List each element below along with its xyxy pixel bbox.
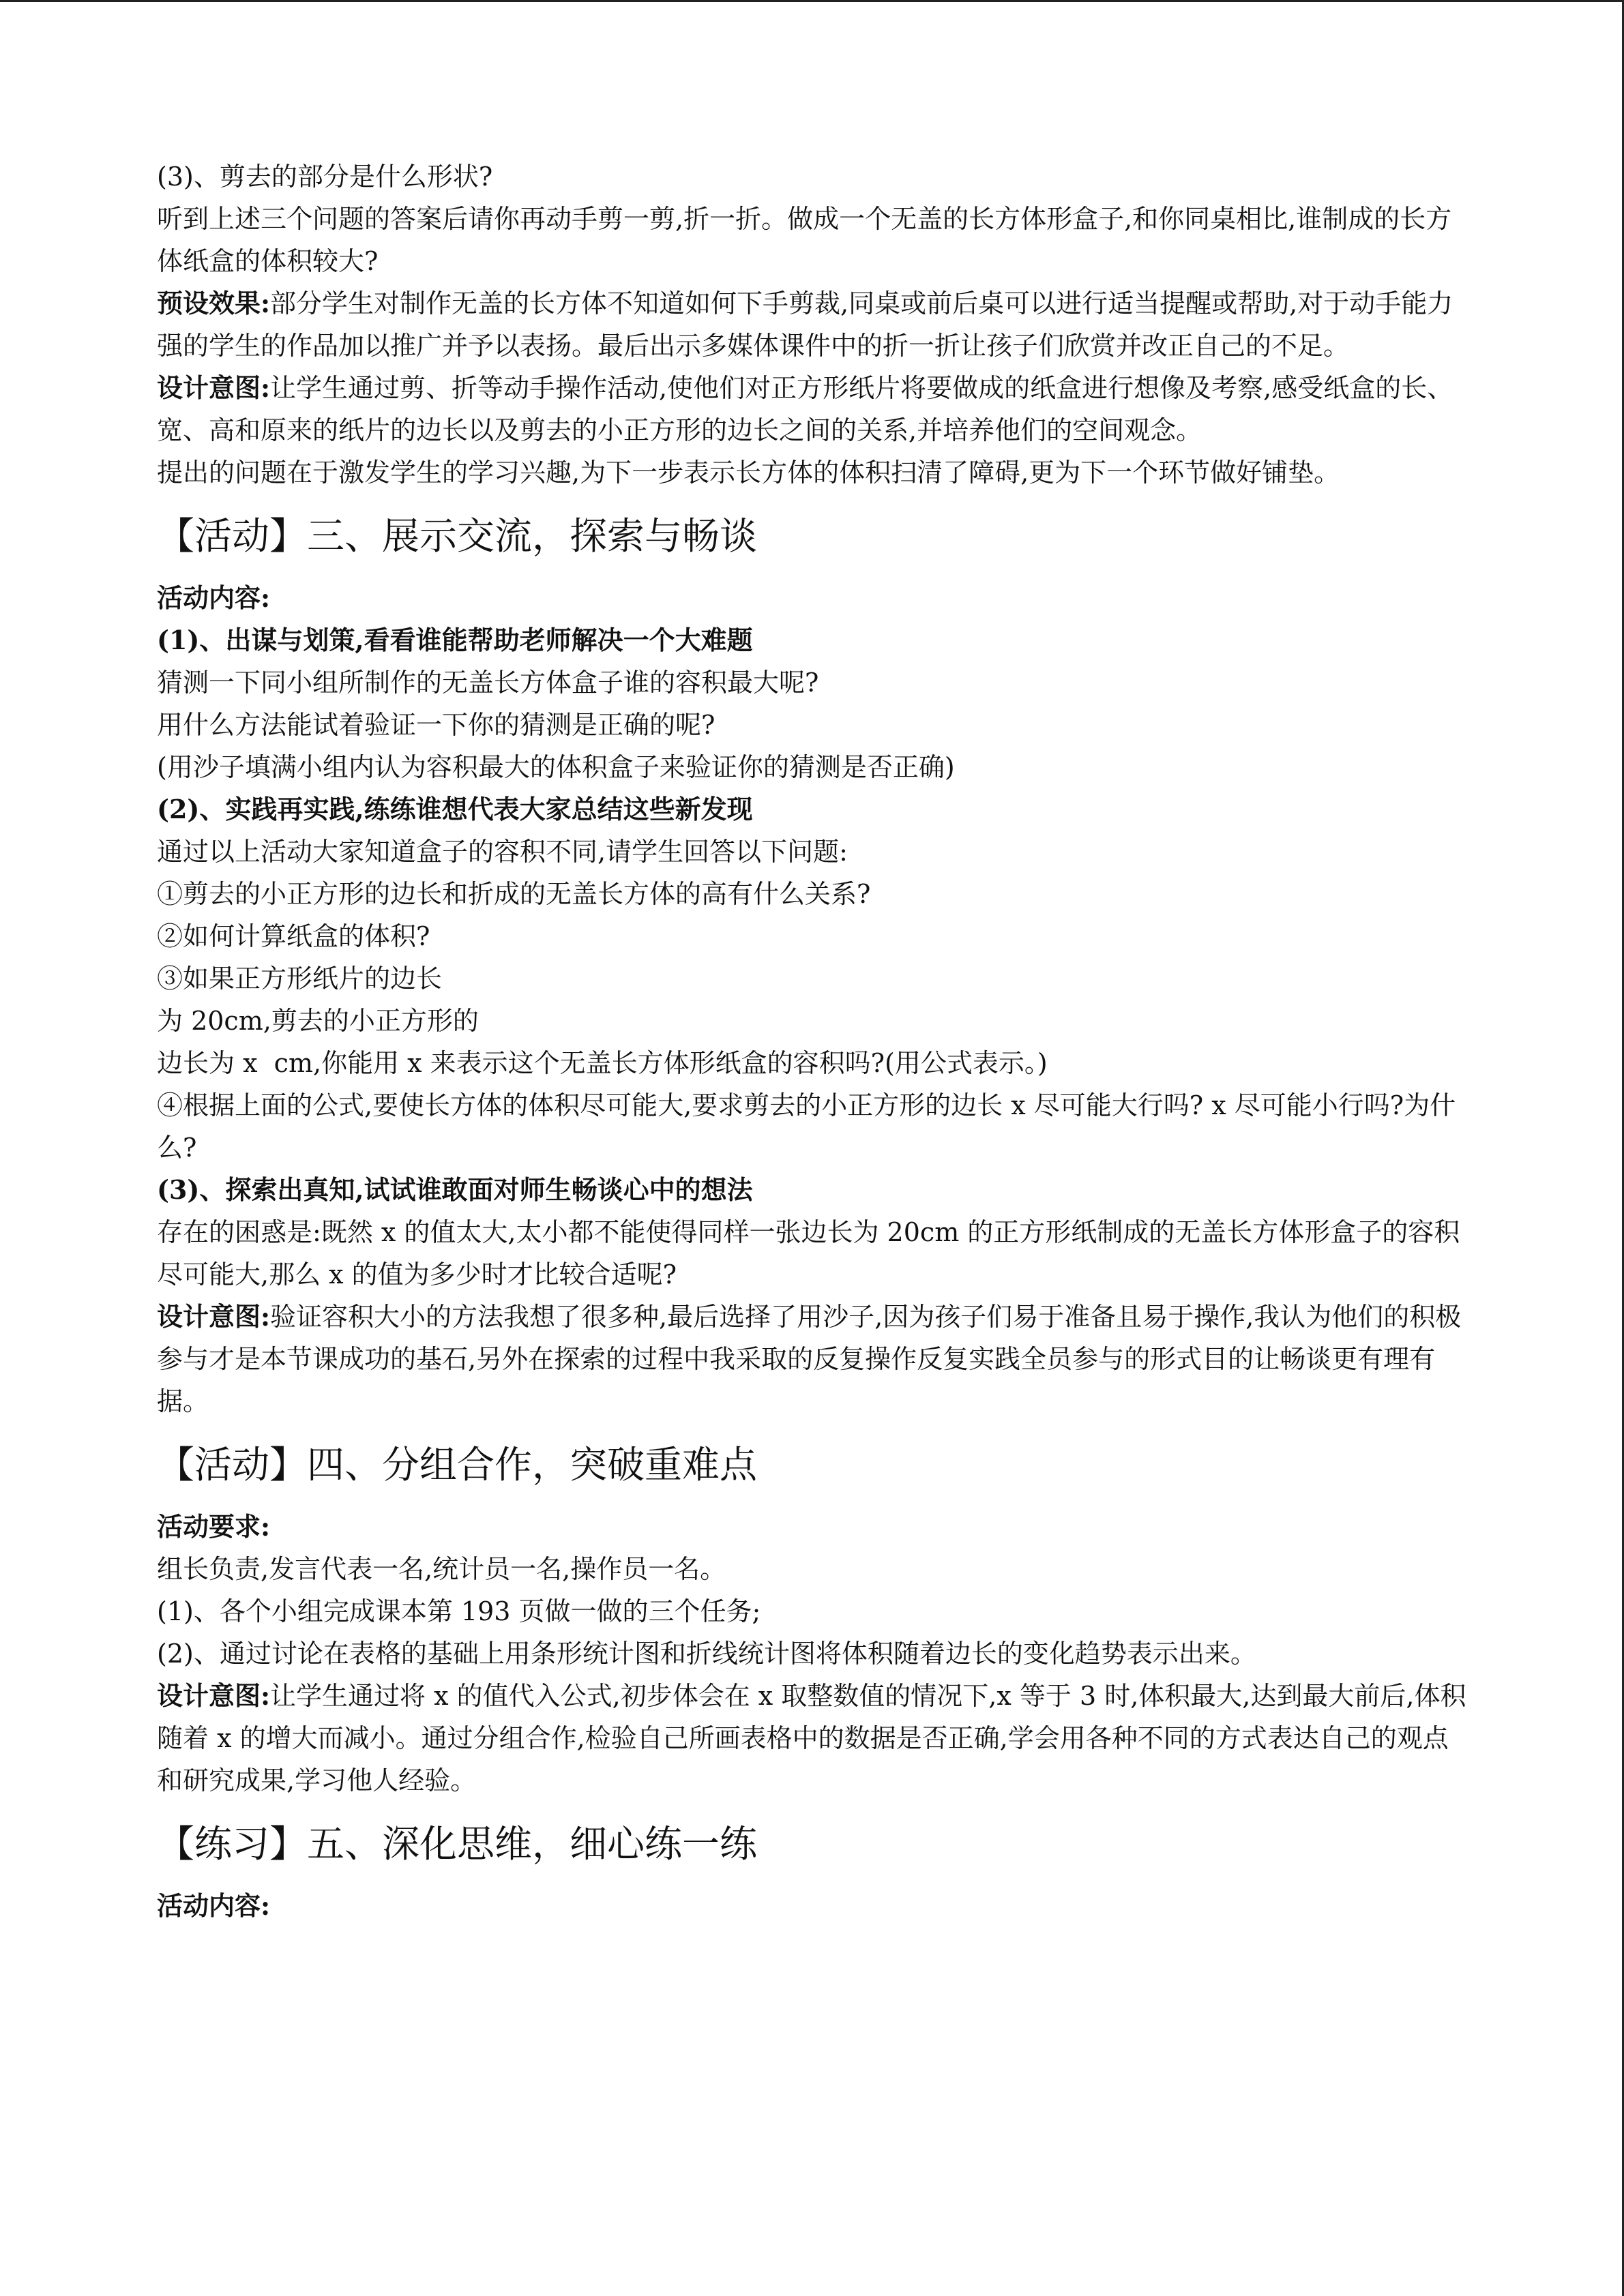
- activity-3-subheading-1: (1)、出谋与划策,看看谁能帮助老师解决一个大难题: [157, 625, 753, 655]
- design-intent-paragraph-2: 提出的问题在于激发学生的学习兴趣,为下一步表示长方体的体积扫清了障碍,更为下一个环节做好铺垫。: [157, 458, 1340, 488]
- preset-effect-label: 预设效果:: [157, 288, 271, 318]
- activity-3-line-9: 边长为 x cm,你能用 x 来表示这个无盖长方体形纸盒的容积吗?(用公式表示。): [157, 1048, 1048, 1078]
- activity-4-line-2: (1)、各个小组完成课本第 193 页做一做的三个任务;: [157, 1596, 761, 1626]
- activity-3-line-1: 猜测一下同小组所制作的无盖长方体盒子谁的容积最大呢?: [157, 668, 819, 698]
- page-top-border: [0, 0, 1624, 2]
- practice-5-heading: 【练习】五、深化思维，细心练一练: [157, 1822, 758, 1866]
- question-3: (3)、剪去的部分是什么形状?: [157, 162, 493, 192]
- activity-3-line-6: ②如何计算纸盒的体积?: [157, 921, 430, 951]
- activity-3-line-5: ①剪去的小正方形的边长和折成的无盖长方体的高有什么关系?: [157, 879, 871, 909]
- activity-3-line-8: 为 20cm,剪去的小正方形的: [157, 1006, 479, 1036]
- activity-3-design-label: 设计意图:: [157, 1301, 271, 1332]
- preset-effect-paragraph: [157, 282, 1466, 367]
- activity-3-line-11: 存在的困惑是:既然 x 的值太大,太小都不能使得同样一张边长为 20cm 的正方形纸制成的无盖长方体形盒子的容积尽可能大,那么 x 的值为多少时才比较合适呢?: [157, 1217, 1460, 1289]
- activity-3-line-3: (用沙子填满小组内认为容积最大的体积盒子来验证你的猜测是否正确): [157, 752, 955, 782]
- activity-4-line-1: 组长负责,发言代表一名,统计员一名,操作员一名。: [157, 1554, 726, 1584]
- activity-3-subheading-3: (3)、探索出真知,试试谁敢面对师生畅谈心中的想法: [157, 1174, 753, 1205]
- activity-3-heading: 【活动】三、展示交流，探索与畅谈: [157, 514, 758, 558]
- activity-4-design-label: 设计意图:: [157, 1680, 271, 1711]
- design-intent-label: 设计意图:: [157, 372, 271, 403]
- activity-3-line-2: 用什么方法能试着验证一下你的猜测是正确的呢?: [157, 710, 715, 740]
- activity-4-design-paragraph: [157, 1675, 1466, 1802]
- activity-4-requirements-label: 活动要求:: [157, 1511, 271, 1542]
- activity-3-content-label: 活动内容:: [157, 582, 271, 613]
- activity-3-design-paragraph: [157, 1296, 1466, 1422]
- activity-3-subheading-2: (2)、实践再实践,练练谁想代表大家总结这些新发现: [157, 794, 753, 824]
- activity-4-design-text: 让学生通过将 x 的值代入公式,初步体会在 x 取整数值的情况下,x 等于 3 时,体积最大,达到最大前后,体积随着 x 的增大而减小。通过分组合作,检验自己所画表格中的数据是否正确,学会用各种不同的方式表达自己的观点和研究成果,学习他人经验。: [157, 1681, 1466, 1795]
- practice-5-content-label: 活动内容:: [157, 1890, 271, 1921]
- activity-3-line-10: ④根据上面的公式,要使长方体的体积尽可能大,要求剪去的小正方形的边长 x 尽可能大行吗? x 尽可能小行吗?为什么?: [157, 1090, 1456, 1163]
- design-intent-paragraph-1: [157, 367, 1466, 451]
- activity-3-line-4: 通过以上活动大家知道盒子的容积不同,请学生回答以下问题:: [157, 837, 848, 867]
- design-intent-text: 让学生通过剪、折等动手操作活动,使他们对正方形纸片将要做成的纸盒进行想像及考察,感受纸盒的长、宽、高和原来的纸片的边长以及剪去的小正方形的边长之间的关系,并培养他们的空间观念。: [157, 373, 1453, 445]
- activity-3-design-text: 验证容积大小的方法我想了很多种,最后选择了用沙子,因为孩子们易于准备且易于操作,我认为他们的积极参与才是本节课成功的基石,另外在探索的过程中我采取的反复操作反复实践全员参与的形式目的让畅谈更有理有据。: [157, 1302, 1462, 1416]
- activity-4-line-3: (2)、通过讨论在表格的基础上用条形统计图和折线统计图将体积随着边长的变化趋势表示出来。: [157, 1639, 1256, 1669]
- activity-4-heading: 【活动】四、分组合作，突破重难点: [157, 1443, 758, 1487]
- preset-effect-text: 部分学生对制作无盖的长方体不知道如何下手剪裁,同桌或前后桌可以进行适当提醒或帮助,对于动手能力强的学生的作品加以推广并予以表扬。最后出示多媒体课件中的折一折让孩子们欣赏并改正自己的不足。: [157, 288, 1453, 361]
- instruction-paragraph: 听到上述三个问题的答案后请你再动手剪一剪,折一折。做成一个无盖的长方体形盒子,和你同桌相比,谁制成的长方体纸盒的体积较大?: [157, 204, 1452, 276]
- document-body: [157, 155, 1466, 1927]
- activity-3-line-7: ③如果正方形纸片的边长: [157, 964, 443, 994]
